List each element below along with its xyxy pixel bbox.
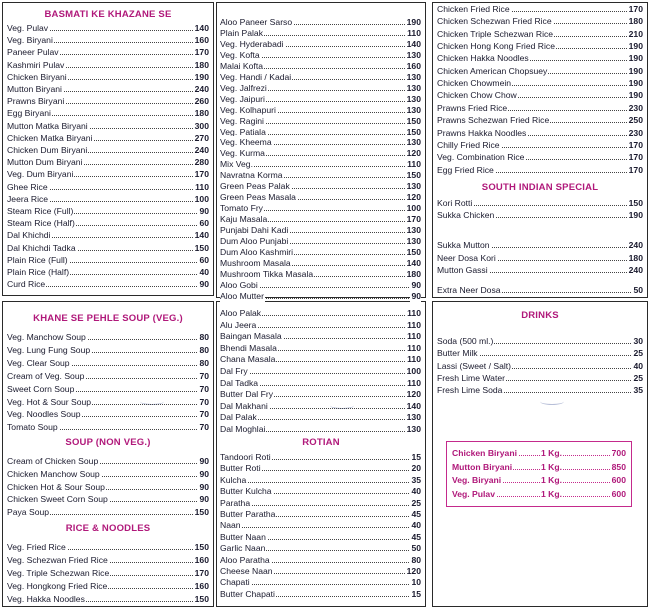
item-name: Veg. Hyderabadi	[220, 38, 284, 49]
item-name: Dal Fry	[220, 366, 248, 376]
item-name: Steam Rice (Full)	[7, 206, 74, 216]
item-price: 130	[406, 225, 421, 236]
basmati-title: BASMATI KE KHAZANE SE	[44, 9, 172, 20]
item-name: Neer Dosa Kori	[437, 252, 496, 263]
item-name: Veg. Biryani	[7, 35, 53, 46]
item-price: 130	[406, 181, 421, 192]
item-price: 40	[633, 360, 643, 371]
item-name: Naan	[220, 520, 241, 531]
item-price: 140	[406, 257, 421, 268]
item-price: 110	[195, 181, 209, 192]
item-name: Aloo Mutter	[220, 290, 264, 301]
item-price: 90	[199, 206, 209, 216]
item-price: 110	[407, 319, 421, 330]
item-price: 160	[194, 35, 209, 46]
item-price: 40	[199, 267, 209, 277]
item-qty: 1 Kg.	[541, 475, 563, 485]
item-price: 230	[628, 127, 643, 138]
item-name: Chana Masala	[220, 354, 276, 365]
item-name: Veg. Hot & Sour Soup	[7, 396, 92, 407]
item-name: Chicken Biryani	[7, 71, 67, 82]
item-name: Tomato Fry	[220, 203, 263, 214]
item-name: Veg. Clear Soup	[7, 357, 70, 368]
item-name: Chicken American Chopsuey	[437, 65, 548, 76]
item-name: Extra Neer Dosa	[437, 285, 501, 295]
item-name: Mix Veg.	[220, 159, 253, 170]
menu-item	[452, 488, 626, 500]
item-name: Veg. Biryani	[452, 475, 502, 485]
item-name: Fresh Lime Water	[437, 372, 505, 383]
item-price: 130	[406, 71, 421, 82]
item-name: Mutton Biryani	[452, 461, 513, 472]
item-price: 180	[628, 16, 643, 27]
item-price: 50	[633, 285, 643, 295]
item-price: 240	[628, 265, 643, 275]
item-name: Chicken Hot & Sour Soup	[7, 481, 105, 492]
item-price: 35	[411, 474, 421, 485]
item-price: 130	[406, 412, 421, 423]
item-name: Dal Palak	[220, 412, 257, 423]
soup-veg-title: KHANE SE PEHLE SOUP (VEG.)	[33, 313, 183, 324]
item-name: Veg. Hakka Noodles	[7, 594, 85, 604]
item-price: 150	[628, 198, 643, 208]
item-name: Butter Milk	[437, 348, 478, 359]
item-price: 10	[411, 577, 421, 588]
item-name: Bhendi Masala	[220, 342, 277, 353]
item-name: Dal Khichdi Tadka	[7, 242, 76, 253]
item-price: 25	[411, 497, 421, 508]
item-name: Egg Biryani	[7, 108, 51, 119]
menu-item	[220, 565, 421, 577]
menu-item	[7, 580, 209, 592]
item-name: Veg. Hongkong Fried Rice	[7, 581, 108, 591]
item-price: 170	[194, 568, 209, 578]
item-price: 150	[194, 242, 209, 253]
item-price: 70	[199, 422, 209, 433]
item-price: 80	[199, 344, 209, 355]
item-name: Veg. Manchow Soup	[7, 332, 86, 342]
item-name: Prawns Fried Rice	[437, 102, 508, 113]
item-name: Chicken Biryani	[452, 448, 517, 458]
menu-item	[220, 462, 421, 474]
item-name: Chicken Hong Kong Fried Rice	[437, 41, 555, 52]
menu-item	[452, 461, 626, 473]
item-name: Butter Chapati	[220, 588, 275, 599]
item-name: Mutton Biryani	[7, 84, 62, 94]
menu-item	[220, 508, 421, 520]
item-name: Garlic Naan	[220, 543, 266, 554]
item-price: 170	[406, 214, 421, 225]
item-name: Chicken Chow Chow	[437, 90, 517, 101]
item-price: 170	[628, 164, 643, 175]
item-price: 150	[406, 126, 421, 137]
item-price: 35	[633, 385, 643, 396]
item-name: Fresh Lime Soda	[437, 385, 503, 396]
item-price: 140	[406, 400, 421, 411]
item-price: 120	[406, 148, 421, 159]
item-name: Butter Dal Fry	[220, 389, 274, 400]
item-name: Dum Aloo Punjabi	[220, 236, 289, 246]
item-name: Chicken Schezwan Fried Rice	[437, 16, 552, 27]
item-price: 45	[411, 531, 421, 542]
item-name: Punjabi Dahi Kadi	[220, 225, 289, 236]
item-price: 100	[406, 203, 421, 214]
leader-dots	[220, 527, 421, 528]
item-name: Mutton Dum Biryani	[7, 157, 83, 168]
item-name: Kulcha	[220, 474, 247, 485]
item-price: 250	[628, 115, 643, 126]
item-name: Chicken Manchow Soup	[7, 468, 100, 479]
item-name: Veg. Dum Biryani	[7, 169, 74, 180]
menu-item	[452, 447, 626, 459]
item-price: 160	[194, 555, 209, 565]
item-price: 130	[406, 236, 421, 246]
item-price: 100	[406, 366, 421, 376]
item-name: Plain Palak	[220, 27, 263, 38]
item-price: 600	[611, 475, 626, 485]
item-price: 850	[611, 461, 626, 472]
item-price: 90	[199, 456, 209, 466]
item-name: Veg. Triple Schezwan Rice	[7, 568, 110, 578]
menu-item	[7, 554, 209, 566]
item-price: 190	[628, 78, 643, 89]
item-price: 150	[194, 542, 209, 552]
item-price: 190	[628, 65, 643, 76]
item-price: 110	[407, 342, 421, 353]
item-price: 90	[199, 481, 209, 492]
item-name: Butter Roti	[220, 463, 261, 474]
item-name: Mutton Matka Biryani	[7, 120, 88, 131]
menu-item	[7, 567, 209, 579]
item-price: 240	[194, 145, 209, 155]
item-price: 110	[407, 377, 421, 388]
item-name: Veg. Jalfrezi	[220, 82, 267, 93]
item-name: Baingan Masala	[220, 331, 282, 342]
item-name: Sukka Mutton	[437, 240, 490, 250]
menu-item	[7, 541, 209, 553]
item-price: 270	[194, 132, 209, 143]
south-indian-title: SOUTH INDIAN SPECIAL	[481, 182, 599, 193]
item-price: 150	[406, 246, 421, 257]
item-name: Veg. Ragini	[220, 115, 264, 126]
item-price: 170	[628, 139, 643, 150]
item-price: 60	[199, 254, 209, 265]
item-price: 120	[406, 192, 421, 203]
item-name: Prawns Hakka Noodles	[437, 127, 527, 138]
item-name: Mutton Gassi	[437, 265, 488, 275]
item-name: Curd Rice	[7, 279, 46, 290]
item-price: 70	[199, 370, 209, 381]
item-price: 600	[611, 488, 626, 499]
item-name: Veg. Kolhapuri	[220, 104, 276, 115]
item-price: 150	[406, 170, 421, 181]
item-name: Veg. Patiala	[220, 126, 266, 137]
item-name: Butter Paratha	[220, 509, 276, 519]
item-price: 110	[407, 27, 421, 38]
item-name: Veg. Jaipuri	[220, 93, 265, 104]
item-price: 40	[411, 520, 421, 531]
menu-item	[220, 485, 421, 497]
item-price: 240	[194, 84, 209, 94]
item-price: 15	[411, 588, 421, 599]
item-name: Green Peas Palak	[220, 181, 290, 192]
item-price: 15	[411, 452, 421, 462]
item-price: 230	[628, 102, 643, 113]
item-name: Chapati	[220, 577, 250, 588]
rice-noodles-title: RICE & NOODLES	[65, 523, 151, 534]
item-price: 90	[411, 279, 421, 290]
item-name: Veg. Schezwan Fried Rice	[7, 555, 108, 565]
item-qty: 1 Kg.	[541, 448, 563, 458]
item-name: Chicken Hakka Noodles	[437, 53, 529, 64]
item-price: 180	[194, 59, 209, 70]
item-price: 170	[628, 4, 643, 14]
item-name: Steam Rice (Half)	[7, 218, 75, 229]
item-price: 140	[406, 38, 421, 49]
item-price: 110	[407, 354, 421, 365]
item-name: Butter Kulcha	[220, 486, 272, 497]
item-price: 140	[194, 23, 209, 33]
item-price: 130	[406, 424, 421, 434]
item-price: 70	[199, 409, 209, 420]
item-name: Aloo Gobi	[220, 279, 258, 290]
item-name: Malai Kofta	[220, 60, 263, 71]
item-price: 30	[633, 336, 643, 346]
item-name: Chilly Fried Rice	[437, 139, 500, 150]
item-name: Veg. Pulav	[7, 23, 49, 33]
menu-item	[220, 497, 421, 509]
item-price: 90	[199, 494, 209, 505]
drinks-title: DRINKS	[521, 310, 559, 321]
item-price: 240	[628, 240, 643, 250]
item-price: 110	[407, 331, 421, 342]
menu-item	[220, 451, 421, 463]
item-price: 150	[194, 594, 209, 604]
item-price: 130	[406, 93, 421, 104]
item-name: Egg Fried Rice	[437, 164, 494, 175]
item-price: 25	[633, 348, 643, 359]
item-name: Dum Aloo Kashmiri	[220, 246, 294, 257]
item-name: Paratha	[220, 497, 251, 508]
item-price: 190	[194, 71, 209, 82]
item-price: 25	[633, 372, 643, 383]
item-name: Kashmiri Pulav	[7, 59, 65, 70]
item-qty: 1 Kg.	[541, 461, 563, 472]
item-name: Chicken Sweet Corn Soup	[7, 494, 108, 505]
item-price: 90	[199, 279, 209, 290]
item-price: 700	[611, 448, 626, 458]
item-price: 190	[628, 210, 643, 220]
item-name: Dal Khichdi	[7, 230, 51, 241]
item-name: Mushroom Tikka Masala	[220, 268, 314, 279]
item-name: Veg. Handi / Kadai	[220, 71, 292, 82]
item-price: 45	[411, 509, 421, 519]
item-name: Kori Rotti	[437, 198, 473, 208]
item-price: 160	[194, 581, 209, 591]
item-price: 110	[407, 308, 421, 318]
item-name: Veg. Kheema	[220, 137, 272, 148]
item-name: Tomato Soup	[7, 422, 58, 433]
item-name: Veg. Kurma	[220, 148, 265, 159]
rotian-title: ROTIAN	[302, 437, 340, 448]
item-name: Lassi (Sweet / Salt)	[437, 360, 512, 371]
item-name: Dal Tadka	[220, 377, 259, 388]
item-name: Sukka Chicken	[437, 210, 495, 220]
item-name: Cream of Veg. Soup	[7, 370, 85, 381]
item-price: 190	[628, 41, 643, 52]
item-name: Mushroom Masala	[220, 257, 291, 268]
item-price: 100	[194, 193, 209, 204]
item-name: Navratna Korma	[220, 170, 283, 181]
item-price: 130	[406, 82, 421, 93]
watermark-swoosh	[540, 398, 564, 405]
item-price: 190	[628, 53, 643, 64]
leader-dots	[220, 373, 421, 374]
item-price: 190	[406, 17, 421, 27]
item-price: 90	[411, 290, 421, 301]
item-price: 170	[194, 169, 209, 180]
item-price: 140	[194, 230, 209, 241]
menu-item	[220, 531, 421, 543]
item-qty: 1 Kg.	[541, 488, 563, 499]
item-price: 70	[199, 396, 209, 407]
item-price: 280	[194, 157, 209, 168]
item-name: Veg. Lung Fung Soup	[7, 344, 91, 355]
item-name: Chicken Chowmein	[437, 78, 512, 89]
menu-item	[7, 593, 209, 605]
item-price: 50	[411, 543, 421, 554]
item-price: 180	[194, 108, 209, 119]
menu-item	[220, 474, 421, 486]
item-price: 110	[407, 159, 421, 170]
menu-item	[220, 554, 421, 566]
menu-item	[220, 576, 421, 588]
item-name: Green Peas Masala	[220, 192, 296, 203]
item-name: Cream of Chicken Soup	[7, 456, 99, 466]
soup-nonveg-title: SOUP (NON VEG.)	[65, 437, 151, 448]
item-name: Paneer Pulav	[7, 47, 59, 58]
item-name: Prawns Schezwan Fried Rice	[437, 115, 550, 126]
item-price: 90	[199, 468, 209, 479]
menu-item	[220, 519, 421, 531]
item-name: Dal Makhani	[220, 400, 268, 411]
item-name: Chicken Matka Biryani	[7, 132, 93, 143]
item-name: Chicken Triple Schezwan Rice	[437, 28, 554, 39]
menu-item	[220, 542, 421, 554]
item-price: 210	[628, 28, 643, 39]
item-price: 260	[194, 96, 209, 107]
item-name: Butter Naan	[220, 531, 266, 542]
item-name: Chicken Fried Rice	[437, 4, 510, 14]
item-name: Aloo Palak	[220, 308, 262, 318]
item-price: 40	[411, 486, 421, 497]
item-name: Tandoori Roti	[220, 452, 271, 462]
item-name: Veg. Noodles Soup	[7, 409, 81, 420]
item-name: Prawns Biryani	[7, 96, 65, 107]
item-name: Jeera Rice	[7, 193, 49, 204]
item-name: Veg. Pulav	[452, 488, 495, 499]
menu-item	[452, 474, 626, 486]
item-price: 150	[406, 115, 421, 126]
item-name: Veg. Fried Rice	[7, 542, 66, 552]
item-name: Veg. Kofta	[220, 49, 260, 60]
item-name: Dal Moghlai	[220, 424, 266, 434]
item-price: 300	[194, 120, 209, 131]
item-price: 120	[406, 389, 421, 400]
leader-dots	[220, 482, 421, 483]
item-price: 20	[411, 463, 421, 474]
item-price: 80	[199, 357, 209, 368]
item-name: Aloo Paratha	[220, 554, 270, 565]
item-price: 70	[199, 383, 209, 394]
item-price: 180	[406, 268, 421, 279]
item-price: 80	[411, 554, 421, 565]
item-name: Plain Rice (Full)	[7, 254, 68, 265]
item-price: 170	[194, 47, 209, 58]
item-name: Paya Soup	[7, 507, 50, 518]
item-name: Chicken Dum Biryani	[7, 145, 88, 155]
item-price: 120	[406, 566, 421, 576]
item-price: 150	[194, 507, 209, 518]
item-price: 180	[628, 252, 643, 263]
item-price: 190	[628, 90, 643, 101]
item-name: Ghee Rice	[7, 181, 48, 192]
item-price: 130	[406, 104, 421, 115]
item-price: 160	[406, 60, 421, 71]
item-name: Veg. Combination Rice	[437, 152, 525, 163]
item-name: Sweet Corn Soup	[7, 383, 75, 394]
item-name: Kaju Masala	[220, 214, 268, 225]
item-price: 80	[199, 332, 209, 342]
menu-item	[220, 588, 421, 600]
item-price: 130	[406, 137, 421, 148]
item-name: Alu Jeera	[220, 319, 257, 330]
item-name: Plain Rice (Half)	[7, 267, 70, 277]
item-price: 60	[199, 218, 209, 229]
item-name: Cheese Naan	[220, 566, 273, 576]
item-name: Soda (500 ml.)	[437, 336, 494, 346]
item-price: 170	[628, 152, 643, 163]
item-name: Aloo Paneer Sarso	[220, 17, 293, 27]
item-price: 130	[406, 49, 421, 60]
